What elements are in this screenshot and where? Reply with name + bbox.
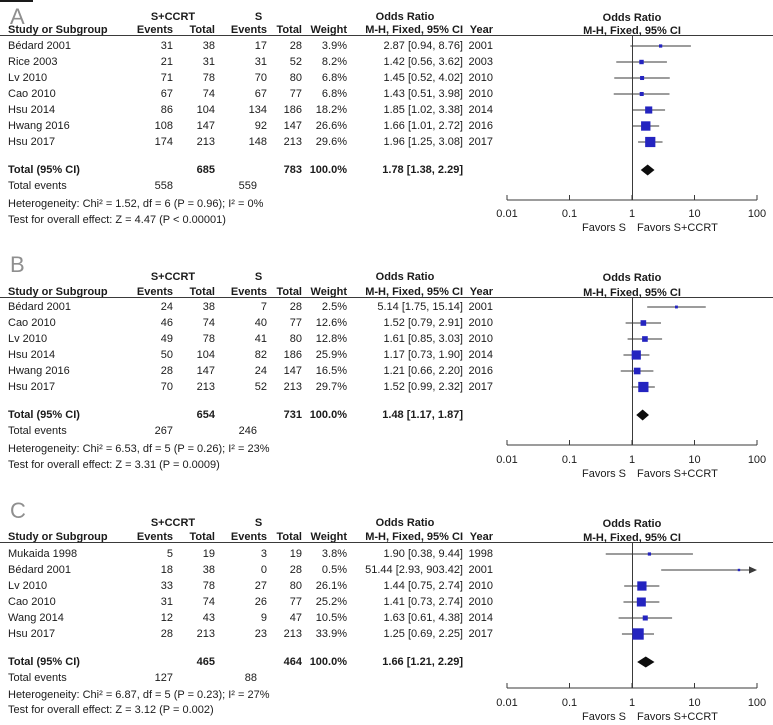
total-diamond [637, 657, 654, 668]
favors-right-label: Favors S+CCRT [637, 222, 718, 234]
events1-value: 5 [166, 547, 173, 560]
weight-value: 12.8% [315, 332, 347, 345]
or-square-marker [645, 106, 652, 113]
or-square-marker [659, 44, 662, 47]
total1-value: 104 [196, 103, 215, 116]
events1-value: 70 [160, 380, 173, 393]
or-square-marker [648, 552, 651, 555]
events1-value: 46 [160, 316, 173, 329]
year-value: 2003 [468, 55, 493, 68]
total2-value: 80 [289, 71, 302, 84]
col-header-total2: Total [276, 23, 302, 36]
or-ci-value: 51.44 [2.93, 903.42] [365, 563, 463, 576]
total-weight: 100.0% [309, 655, 347, 668]
events2-value: 40 [254, 316, 267, 329]
heterogeneity-text: Heterogeneity: Chi² = 6.87, df = 5 (P = 0.23); I² = 27% [8, 688, 270, 701]
events1-value: 86 [160, 103, 173, 116]
year-value: 2010 [468, 316, 493, 329]
x-axis-tick-label: 0.1 [561, 697, 578, 709]
plot-title: Odds Ratio [602, 12, 662, 24]
or-ci-value: 5.14 [1.75, 15.14] [377, 300, 463, 313]
events2-value: 70 [254, 71, 267, 84]
year-value: 2001 [468, 300, 493, 313]
total2-value: 52 [289, 55, 302, 68]
total-events1: 127 [154, 671, 173, 684]
or-ci-value: 1.85 [1.02, 3.38] [383, 103, 463, 116]
overall-effect-text: Test for overall effect: Z = 4.47 (P < 0.00001) [8, 213, 226, 226]
total-weight: 100.0% [309, 408, 347, 421]
group-header-s-ccrt: S+CCRT [150, 10, 196, 23]
weight-value: 2.5% [321, 300, 347, 313]
total1-value: 19 [202, 547, 215, 560]
total1-sum: 654 [196, 408, 215, 421]
total2-sum: 731 [283, 408, 302, 421]
total1-value: 78 [202, 71, 215, 84]
total1-value: 104 [196, 348, 215, 361]
events2-value: 0 [260, 563, 267, 576]
panel-c [0, 490, 773, 725]
year-value: 2010 [468, 579, 493, 592]
total-events-label: Total events [8, 424, 67, 437]
or-square-marker [642, 336, 648, 342]
events1-value: 28 [160, 364, 173, 377]
total-events2: 246 [238, 424, 257, 437]
events1-value: 24 [160, 300, 173, 313]
weight-value: 33.9% [315, 627, 347, 640]
panel-a [0, 0, 773, 245]
heterogeneity-text: Heterogeneity: Chi² = 6.53, df = 5 (P = 0.26); I² = 23% [8, 442, 270, 455]
study-name: Cao 2010 [8, 595, 56, 608]
panel-letter-label: A [10, 4, 25, 29]
study-name: Rice 2003 [8, 55, 58, 68]
or-ci-value: 1.42 [0.56, 3.62] [383, 55, 463, 68]
favors-right-label: Favors S+CCRT [637, 468, 718, 480]
or-square-marker [640, 76, 644, 80]
study-name: Bédard 2001 [8, 300, 71, 313]
favors-left-label: Favors S [581, 711, 626, 723]
x-axis-tick-label: 10 [688, 697, 701, 709]
events2-value: 7 [260, 300, 267, 313]
plot-title: Odds Ratio [602, 518, 662, 530]
col-header-weight: Weight [310, 530, 347, 543]
col-header-total2: Total [276, 285, 302, 298]
or-square-marker [632, 628, 643, 639]
study-name: Hsu 2017 [8, 135, 56, 148]
study-name: Hwang 2016 [8, 119, 70, 132]
group-header-s: S [254, 10, 263, 23]
weight-value: 3.8% [321, 547, 347, 560]
x-axis-tick-label: 10 [688, 454, 701, 466]
forest-plot-svg [490, 0, 773, 245]
year-value: 2017 [468, 627, 493, 640]
weight-value: 6.8% [321, 71, 347, 84]
events1-value: 50 [160, 348, 173, 361]
weight-value: 29.7% [315, 380, 347, 393]
col-header-events1: Events [136, 23, 173, 36]
total1-value: 74 [202, 595, 215, 608]
col-header-total2: Total [276, 530, 302, 543]
events2-value: 27 [254, 579, 267, 592]
total1-sum: 685 [196, 163, 215, 176]
events2-value: 17 [254, 39, 267, 52]
total1-value: 74 [202, 87, 215, 100]
study-name: Wang 2014 [8, 611, 64, 624]
col-header-events2: Events [230, 530, 267, 543]
or-square-marker [637, 597, 646, 606]
weight-value: 0.5% [321, 563, 347, 576]
study-name: Hsu 2017 [8, 380, 56, 393]
x-axis-tick-label: 0.1 [561, 454, 578, 466]
col-header-year: Year [469, 285, 493, 298]
year-value: 2010 [468, 71, 493, 84]
total2-value: 28 [289, 39, 302, 52]
events1-value: 31 [160, 39, 173, 52]
or-ci-value: 1.17 [0.73, 1.90] [383, 348, 463, 361]
events1-value: 21 [160, 55, 173, 68]
total-or-ci: 1.66 [1.21, 2.29] [382, 655, 463, 668]
total-events1: 558 [154, 179, 173, 192]
total-diamond [641, 165, 655, 176]
col-header-or: M-H, Fixed, 95% CI [365, 23, 463, 36]
heterogeneity-text: Heterogeneity: Chi² = 1.52, df = 6 (P = 0.96); I² = 0% [8, 197, 264, 210]
weight-value: 3.9% [321, 39, 347, 52]
or-ci-value: 1.52 [0.79, 2.91] [383, 316, 463, 329]
total-or-ci: 1.48 [1.17, 1.87] [382, 408, 463, 421]
total1-value: 78 [202, 579, 215, 592]
events2-value: 23 [254, 627, 267, 640]
events1-value: 33 [160, 579, 173, 592]
overall-effect-text: Test for overall effect: Z = 3.12 (P = 0.002) [8, 703, 214, 716]
or-ci-value: 1.44 [0.75, 2.74] [383, 579, 463, 592]
weight-value: 6.8% [321, 87, 347, 100]
or-ci-value: 1.43 [0.51, 3.98] [383, 87, 463, 100]
events2-value: 41 [254, 332, 267, 345]
year-value: 2001 [468, 39, 493, 52]
events1-value: 71 [160, 71, 173, 84]
total2-value: 80 [289, 579, 302, 592]
total-label: Total (95% CI) [8, 163, 80, 176]
total2-value: 28 [289, 563, 302, 576]
total1-value: 38 [202, 39, 215, 52]
total-events1: 267 [154, 424, 173, 437]
year-value: 2017 [468, 135, 493, 148]
plot-title: Odds Ratio [602, 272, 662, 284]
events1-value: 174 [154, 135, 173, 148]
total-label: Total (95% CI) [8, 655, 80, 668]
total2-sum: 783 [283, 163, 302, 176]
weight-value: 26.1% [315, 579, 347, 592]
weight-value: 12.6% [315, 316, 347, 329]
col-header-study: Study or Subgroup [8, 530, 108, 543]
total-or-ci: 1.78 [1.38, 2.29] [382, 163, 463, 176]
events1-value: 12 [160, 611, 173, 624]
events2-value: 24 [254, 364, 267, 377]
x-axis-tick-label: 100 [747, 697, 767, 709]
total2-value: 77 [289, 87, 302, 100]
or-ci-value: 1.41 [0.73, 2.74] [383, 595, 463, 608]
year-value: 2010 [468, 595, 493, 608]
or-ci-value: 1.61 [0.85, 3.03] [383, 332, 463, 345]
year-value: 2001 [468, 563, 493, 576]
or-square-marker [632, 350, 641, 359]
or-square-marker [675, 306, 678, 309]
panel-letter-label: B [10, 252, 25, 277]
total2-sum: 464 [283, 655, 302, 668]
year-value: 2014 [468, 348, 493, 361]
col-header-or: M-H, Fixed, 95% CI [365, 285, 463, 298]
col-header-total1: Total [189, 23, 215, 36]
or-square-marker [638, 382, 648, 392]
total1-value: 213 [196, 380, 215, 393]
or-square-marker [641, 121, 650, 130]
col-header-events1: Events [136, 530, 173, 543]
study-name: Lv 2010 [8, 332, 48, 345]
total1-value: 38 [202, 300, 215, 313]
or-square-marker [645, 137, 655, 147]
or-square-marker [639, 60, 643, 64]
group-header-s-ccrt: S+CCRT [150, 516, 196, 529]
or-ci-value: 1.52 [0.99, 2.32] [383, 380, 463, 393]
study-name: Hwang 2016 [8, 364, 70, 377]
x-axis-tick-label: 1 [628, 208, 636, 220]
weight-value: 29.6% [315, 135, 347, 148]
total1-value: 78 [202, 332, 215, 345]
events1-value: 67 [160, 87, 173, 100]
total2-value: 213 [283, 380, 302, 393]
group-header-s-ccrt: S+CCRT [150, 270, 196, 283]
study-name: Hsu 2014 [8, 103, 56, 116]
events2-value: 134 [248, 103, 267, 116]
total1-sum: 465 [196, 655, 215, 668]
year-value: 2014 [468, 103, 493, 116]
events2-value: 9 [260, 611, 267, 624]
total1-value: 147 [196, 364, 215, 377]
study-name: Cao 2010 [8, 87, 56, 100]
total2-value: 77 [289, 595, 302, 608]
events2-value: 52 [254, 380, 267, 393]
col-header-study: Study or Subgroup [8, 285, 108, 298]
total-diamond [636, 410, 649, 421]
or-ci-value: 1.25 [0.69, 2.25] [383, 627, 463, 640]
weight-value: 26.6% [315, 119, 347, 132]
col-header-year: Year [469, 23, 493, 36]
col-header-events2: Events [230, 285, 267, 298]
col-header-weight: Weight [310, 23, 347, 36]
total-events-label: Total events [8, 671, 67, 684]
study-name: Mukaida 1998 [8, 547, 78, 560]
or-ci-value: 1.21 [0.66, 2.20] [383, 364, 463, 377]
x-axis-tick-label: 100 [747, 208, 767, 220]
panel-b [0, 245, 773, 490]
x-axis-tick-label: 1 [628, 454, 636, 466]
x-axis-tick-label: 10 [688, 208, 701, 220]
weight-value: 16.5% [315, 364, 347, 377]
events2-value: 82 [254, 348, 267, 361]
year-value: 1998 [468, 547, 493, 560]
group-header-s: S [254, 270, 263, 283]
total1-value: 213 [196, 135, 215, 148]
total1-value: 213 [196, 627, 215, 640]
events2-value: 26 [254, 595, 267, 608]
events2-value: 31 [254, 55, 267, 68]
col-header-study: Study or Subgroup [8, 23, 108, 36]
total2-value: 213 [283, 135, 302, 148]
col-header-total1: Total [189, 530, 215, 543]
odds-ratio-group-header: Odds Ratio [375, 10, 435, 23]
total1-value: 38 [202, 563, 215, 576]
total2-value: 77 [289, 316, 302, 329]
total-weight: 100.0% [309, 163, 347, 176]
study-name: Hsu 2014 [8, 348, 56, 361]
study-name: Lv 2010 [8, 71, 48, 84]
total2-value: 186 [283, 103, 302, 116]
odds-ratio-group-header: Odds Ratio [375, 270, 435, 283]
col-header-or: M-H, Fixed, 95% CI [365, 530, 463, 543]
total1-value: 31 [202, 55, 215, 68]
year-value: 2010 [468, 87, 493, 100]
x-axis-tick-label: 1 [628, 697, 636, 709]
favors-left-label: Favors S [581, 222, 626, 234]
total2-value: 147 [283, 364, 302, 377]
total-events2: 88 [244, 671, 257, 684]
events2-value: 3 [260, 547, 267, 560]
ci-arrow-right [749, 566, 757, 573]
events2-value: 92 [254, 119, 267, 132]
odds-ratio-group-header: Odds Ratio [375, 516, 435, 529]
total-events-label: Total events [8, 179, 67, 192]
total2-value: 47 [289, 611, 302, 624]
overall-effect-text: Test for overall effect: Z = 3.31 (P = 0.0009) [8, 458, 220, 471]
x-axis-tick-label: 0.01 [496, 454, 518, 466]
weight-value: 10.5% [315, 611, 347, 624]
events1-value: 28 [160, 627, 173, 640]
total2-value: 28 [289, 300, 302, 313]
col-header-weight: Weight [310, 285, 347, 298]
year-value: 2014 [468, 611, 493, 624]
x-axis-tick-label: 100 [747, 454, 767, 466]
events1-value: 18 [160, 563, 173, 576]
weight-value: 18.2% [315, 103, 347, 116]
plot-subtitle: M-H, Fixed, 95% CI [583, 25, 681, 37]
or-ci-value: 1.45 [0.52, 4.02] [383, 71, 463, 84]
col-header-events1: Events [136, 285, 173, 298]
or-square-marker [640, 92, 644, 96]
or-square-marker [637, 581, 646, 590]
or-square-marker [641, 320, 647, 326]
or-ci-value: 1.63 [0.61, 4.38] [383, 611, 463, 624]
col-header-events2: Events [230, 23, 267, 36]
total2-value: 19 [289, 547, 302, 560]
study-name: Cao 2010 [8, 316, 56, 329]
or-square-marker [634, 368, 641, 375]
weight-value: 25.9% [315, 348, 347, 361]
or-ci-value: 1.96 [1.25, 3.08] [383, 135, 463, 148]
or-ci-value: 1.90 [0.38, 9.44] [383, 547, 463, 560]
total2-value: 213 [283, 627, 302, 640]
study-name: Bédard 2001 [8, 563, 71, 576]
events2-value: 148 [248, 135, 267, 148]
events1-value: 49 [160, 332, 173, 345]
forest-plot-svg [490, 245, 773, 490]
year-value: 2016 [468, 364, 493, 377]
total1-value: 74 [202, 316, 215, 329]
or-square-marker [738, 569, 740, 571]
weight-value: 25.2% [315, 595, 347, 608]
study-name: Hsu 2017 [8, 627, 56, 640]
x-axis-tick-label: 0.01 [496, 697, 518, 709]
col-header-year: Year [469, 530, 493, 543]
year-value: 2010 [468, 332, 493, 345]
events2-value: 67 [254, 87, 267, 100]
total2-value: 80 [289, 332, 302, 345]
plot-subtitle: M-H, Fixed, 95% CI [583, 287, 681, 299]
forest-plot-svg [490, 490, 773, 725]
events1-value: 108 [154, 119, 173, 132]
group-header-s: S [254, 516, 263, 529]
or-ci-value: 1.66 [1.01, 2.72] [383, 119, 463, 132]
study-name: Bédard 2001 [8, 39, 71, 52]
total1-value: 147 [196, 119, 215, 132]
events1-value: 31 [160, 595, 173, 608]
col-header-total1: Total [189, 285, 215, 298]
panel-letter-label: C [10, 498, 26, 523]
plot-subtitle: M-H, Fixed, 95% CI [583, 532, 681, 544]
total-label: Total (95% CI) [8, 408, 80, 421]
study-name: Lv 2010 [8, 579, 48, 592]
year-value: 2017 [468, 380, 493, 393]
x-axis-tick-label: 0.01 [496, 208, 518, 220]
total1-value: 43 [202, 611, 215, 624]
total2-value: 147 [283, 119, 302, 132]
x-axis-tick-label: 0.1 [561, 208, 578, 220]
or-square-marker [643, 615, 648, 620]
weight-value: 8.2% [321, 55, 347, 68]
total-events2: 559 [238, 179, 257, 192]
year-value: 2016 [468, 119, 493, 132]
favors-right-label: Favors S+CCRT [637, 711, 718, 723]
favors-left-label: Favors S [581, 468, 626, 480]
or-ci-value: 2.87 [0.94, 8.76] [383, 39, 463, 52]
total2-value: 186 [283, 348, 302, 361]
